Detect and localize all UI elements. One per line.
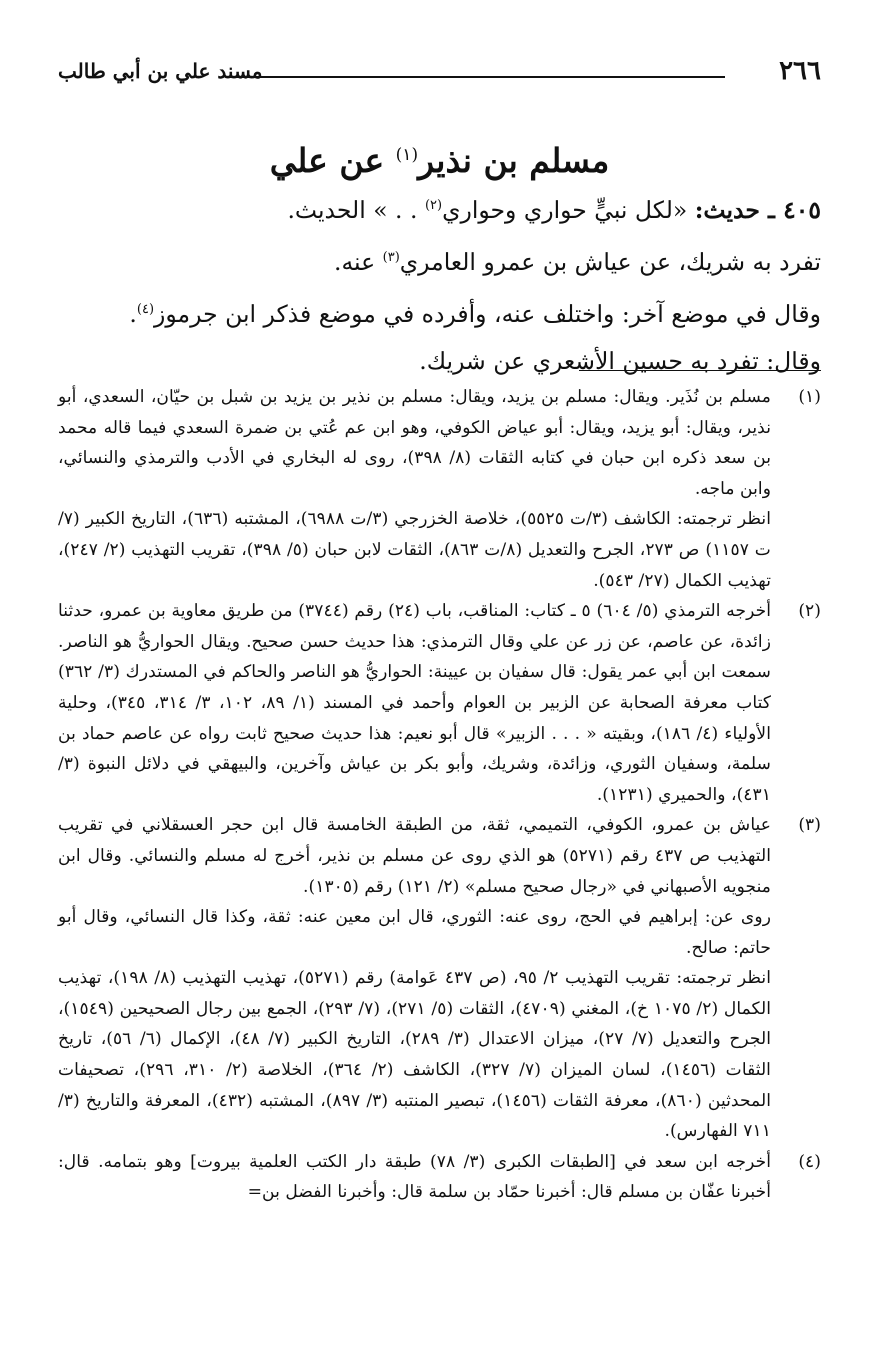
footnote-number: (٤) (798, 1151, 821, 1172)
line2-footnote-ref: (٣) (382, 249, 400, 265)
footnote-1 (58, 382, 821, 596)
text-line-4: وقال: تفرد به حسين الأشعري عن شريك. (419, 347, 821, 376)
footnote-paragraph: انظر ترجمته: تقريب التهذيب ٢/ ٩٥، (ص ٤٣٧ عَوامة) رقم (٥٢٧١)، تهذيب التهذيب (٨/ ١٩٨)، تهذيب الكمال (٢/ ١٠٧٥ خ)، المغني (٤٧٠٩)، الثقات (٥/ ٢٧١)، (٧/ ٢٩٣)، الجمع بين رجال الصحيحين (١٥٤٩)، الجرح والتعديل (٧/ ٢٧)، ميزان الاعتدال (٣/ ٢٨٩)، التاريخ الكبير (٧/ ٤٨)، الإكمال (٦/ ٥٦)، تاريخ الثقات (١٤٥٦)، لسان الميزان (٧/ ٣٢٧)، الكاشف (٢/ ٣٦٤)، الخلاصة (٢/ ٣١٠، ٢٩٦)، تصحيفات المحدثين (٨٦٠)، معرفة الثقات (١٤٥٦)، تبصير المنتبه (٣/ ٨٩٧)، المشتبه (٤٣٢)، المعرفة والتاريخ (٣/ ٧١١ الفهارس). (58, 968, 772, 1142)
hadith-end: . . » الحديث. (287, 195, 425, 224)
section-title (0, 132, 879, 184)
text-line-3 (58, 286, 821, 338)
footnote-paragraph: مسلم بن نُذَير. ويقال: مسلم بن يزيد، ويقال: مسلم بن نذير بن يزيد بن شبل بن حيّان، السعدي، أبو نذير، ويقال: أبو يزيد، ويقال: أبو عياض الكوفي، وهو ابن عم عُتي بن ضمرة السعدي فيما قاله محمد بن سعد ذكره ابن حبان في كتابه الثقات (٨/ ٣٩٨)، روى له البخاري في الأدب والترمذي والنسائي، وابن ماجه. (58, 387, 771, 499)
text-line-2 (58, 234, 821, 286)
line3-text: وقال في موضع آخر: واختلف عنه، وأفرده في موضع فذكر ابن جرموز (154, 299, 821, 328)
line2-end: عنه. (333, 247, 383, 276)
title-footnote-ref: (١) (395, 145, 419, 165)
footnote-number: (٢) (798, 601, 821, 622)
header-rule (226, 76, 725, 78)
line2-text: تفرد به شريك، عن عياش بن عمرو العامري (399, 247, 821, 276)
title-text-2: عن علي (269, 141, 385, 180)
running-title: مسند علي بن أبي طالب (58, 59, 263, 83)
footnote-paragraph: روى عن: إبراهيم في الحج، روى عنه: الثوري، قال ابن معين عنه: ثقة، وكذا قال النسائي، وقال أبو حاتم: صالح. (58, 907, 771, 958)
footnotes (58, 382, 821, 1208)
footnote-number: (٣) (798, 815, 821, 836)
footnote-4 (58, 1147, 821, 1208)
footnote-separator (579, 370, 821, 371)
hadith-number: ٤٠٥ ـ حديث: (694, 195, 821, 224)
footnote-number: (١) (798, 387, 821, 407)
footnote-2 (58, 596, 821, 810)
page-header (58, 56, 821, 86)
footnote-paragraph: انظر ترجمته: الكاشف (٣/ت ٥٥٢٥)، خلاصة الخزرجي (٣/ت ٦٩٨٨)، المشتبه (٦٣٦)، التاريخ الكبير (٧/ت ١١٥٧) ص ٢٧٣، الجرح والتعديل (٨/ت ٨٦٣)، الثقات لابن حبان (٥/ ٣٩٨)، تقريب التهذيب (٢/ ٢٤٧)، تهذيب الكمال (٢٧/ ٥٤٣). (58, 509, 771, 591)
title-text: مسلم بن نذير (418, 141, 610, 180)
line3-footnote-ref: (٤) (136, 301, 155, 317)
hadith-footnote-ref: (٢) (424, 198, 443, 213)
main-text (58, 182, 821, 385)
hadith-line (58, 182, 821, 234)
footnote-paragraph: عياش بن عمرو، الكوفي، التميمي، ثقة، من الطبقة الخامسة قال ابن حجر العسقلاني في تقريب التهذيب ص ٤٣٧ رقم (٥٢٧١) هو الذي روى عن مسلم بن نذير، أخرج له مسلم والنسائي. وقال ابن منجويه الأصبهاني في «رجال صحيح مسلم» (٢/ ١٢١) رقم (١٣٠٥). (58, 815, 772, 897)
line3-end: . (129, 299, 137, 328)
footnote-3 (58, 810, 821, 1147)
hadith-text: «لكل نبيٍّ حواري وحواري (442, 195, 695, 224)
footnote-paragraph: أخرجه الترمذي (٥/ ٦٠٤) ٥ ـ كتاب: المناقب، باب (٢٤) رقم (٣٧٤٤) من طريق معاوية بن عمرو، حدثنا زائدة، عن عاصم، عن زر عن علي وقال الترمذي: هذا حديث حسن صحيح. ويقال الحواريُّ هو الناصر. سمعت ابن أبي عمر يقول: قال سفيان بن عيينة: الحواريُّ هو الناصر والحاكم في المستدرك (٣/ ٣٦٢) كتاب معرفة الصحابة عن الزبير بن العوام وأحمد في المسند (١/ ٨٩، ١٠٢، ٣/ ٣١٤، ٣٤٥)، وحلية الأولياء (٤/ ١٨٦)، وبقيته « . . . الزبير» قال أبو نعيم: هذا حديث صحيح ثابت رواه عن عاصم حماد بن سلمة، وسفيان الثوري، وزائدة، وشريك، وأبو بكر بن عياش وآخرين، والبيهقي في دلائل النبوة (٣/ ٤٣١)، والحميري (١٢٣١). (58, 601, 771, 805)
page-number: ٢٦٦ (779, 56, 821, 86)
footnote-paragraph: أخرجه ابن سعد في [الطبقات الكبرى (٣/ ٧٨) طبقة دار الكتب العلمية بيروت] وهو بتمامه. قال: أخبرنا عفّان بن مسلم قال: أخبرنا حمّاد بن سلمة قال: وأخبرنا الفضل بن= (58, 1151, 771, 1203)
